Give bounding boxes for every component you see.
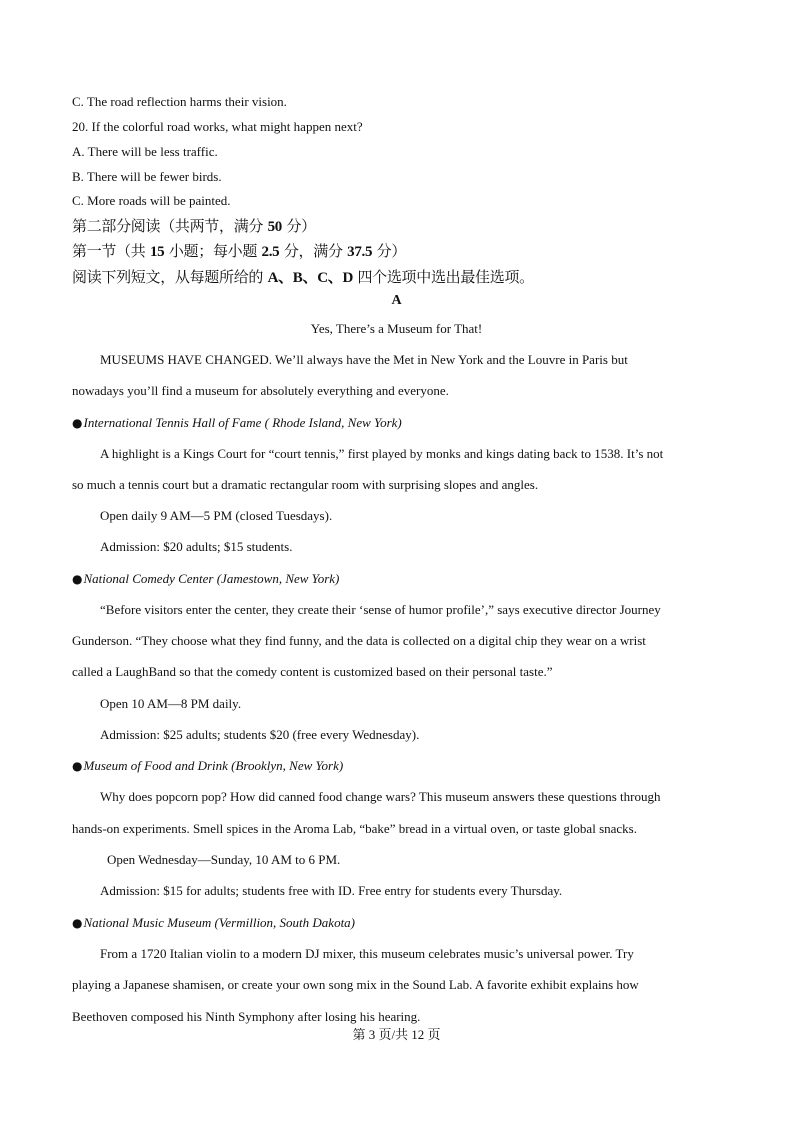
passage-title: Yes, There’s a Museum for That! bbox=[310, 321, 483, 336]
food-admission: Admission: $15 for adults; students free with ID. Free entry for students every Thursday. bbox=[100, 883, 563, 898]
option-19c: C. The road reflection harms their vision. bbox=[72, 94, 287, 109]
music-desc-line-1: From a 1720 Italian violin to a modern DJ mixer, this museum celebrates music’s universal power. Try bbox=[100, 946, 634, 961]
tennis-desc-line-2: so much a tennis court but a dramatic rectangular room with surprising slopes and angles. bbox=[72, 477, 539, 492]
comedy-desc-line-2: Gunderson. “They choose what they find funny, and the data is collected on a digital chip they wear on a wrist bbox=[72, 633, 646, 648]
passage-label: A bbox=[391, 293, 402, 308]
food-hours: Open Wednesday—Sunday, 10 AM to 6 PM. bbox=[107, 852, 341, 867]
music-desc-line-2: playing a Japanese shamisen, or create your own song mix in the Sound Lab. A favorite exhibit explains how bbox=[72, 977, 639, 992]
museum-heading-music: ●National Music Museum (Vermillion, South Dakota) bbox=[72, 915, 356, 930]
food-desc-line-1: Why does popcorn pop? How did canned food change wars? This museum answers these questions through bbox=[100, 789, 661, 804]
comedy-hours: Open 10 AM—8 PM daily. bbox=[100, 696, 242, 711]
option-20a: A. There will be less traffic. bbox=[72, 144, 218, 159]
bullet-icon: ● bbox=[72, 916, 83, 930]
comedy-desc-line-3: called a LaughBand so that the comedy content is customized based on their personal taste.” bbox=[72, 664, 553, 679]
tennis-hours: Open daily 9 AM—5 PM (closed Tuesdays). bbox=[100, 508, 333, 523]
museum-heading-food: ●Museum of Food and Drink (Brooklyn, New York) bbox=[72, 758, 344, 773]
section-title: 第一节（共 15 小题；每小题 2.5 分，满分 37.5 分） bbox=[72, 242, 407, 260]
question-20-stem: 20. If the colorful road works, what might happen next? bbox=[72, 119, 363, 134]
bullet-icon: ● bbox=[72, 759, 83, 773]
comedy-admission: Admission: $25 adults; students $20 (free every Wednesday). bbox=[100, 727, 420, 742]
instructions: 阅读下列短文，从每题所给的 A、B、C、D 四个选项中选出最佳选项。 bbox=[72, 268, 534, 286]
food-desc-line-2: hands-on experiments. Smell spices in the Aroma Lab, “bake” bread in a virtual oven, or taste global snacks. bbox=[72, 821, 637, 836]
page-footer: 第 3 页/共 12 页 bbox=[352, 1027, 441, 1042]
comedy-desc-line-1: “Before visitors enter the center, they create their ‘sense of humor profile’,” says executive director Journey bbox=[100, 602, 661, 617]
music-desc-line-3: Beethoven composed his Ninth Symphony after losing his hearing. bbox=[72, 1009, 421, 1024]
part-title: 第二部分阅读（共两节，满分 50 分） bbox=[72, 217, 316, 235]
museum-heading-tennis: ●International Tennis Hall of Fame ( Rhode Island, New York) bbox=[72, 415, 402, 430]
bullet-icon: ● bbox=[72, 416, 83, 430]
bullet-icon: ● bbox=[72, 572, 83, 586]
museum-heading-comedy: ●National Comedy Center (Jamestown, New York) bbox=[72, 571, 340, 586]
option-20c: C. More roads will be painted. bbox=[72, 193, 231, 208]
option-20b: B. There will be fewer birds. bbox=[72, 169, 222, 184]
intro-line-2: nowadays you’ll find a museum for absolutely everything and everyone. bbox=[72, 383, 449, 398]
tennis-desc-line-1: A highlight is a Kings Court for “court tennis,” first played by monks and kings dating back to 1538. It’s not bbox=[100, 446, 664, 461]
tennis-admission: Admission: $20 adults; $15 students. bbox=[100, 539, 293, 554]
intro-line-1: MUSEUMS HAVE CHANGED. We’ll always have the Met in New York and the Louvre in Paris but bbox=[100, 352, 628, 367]
